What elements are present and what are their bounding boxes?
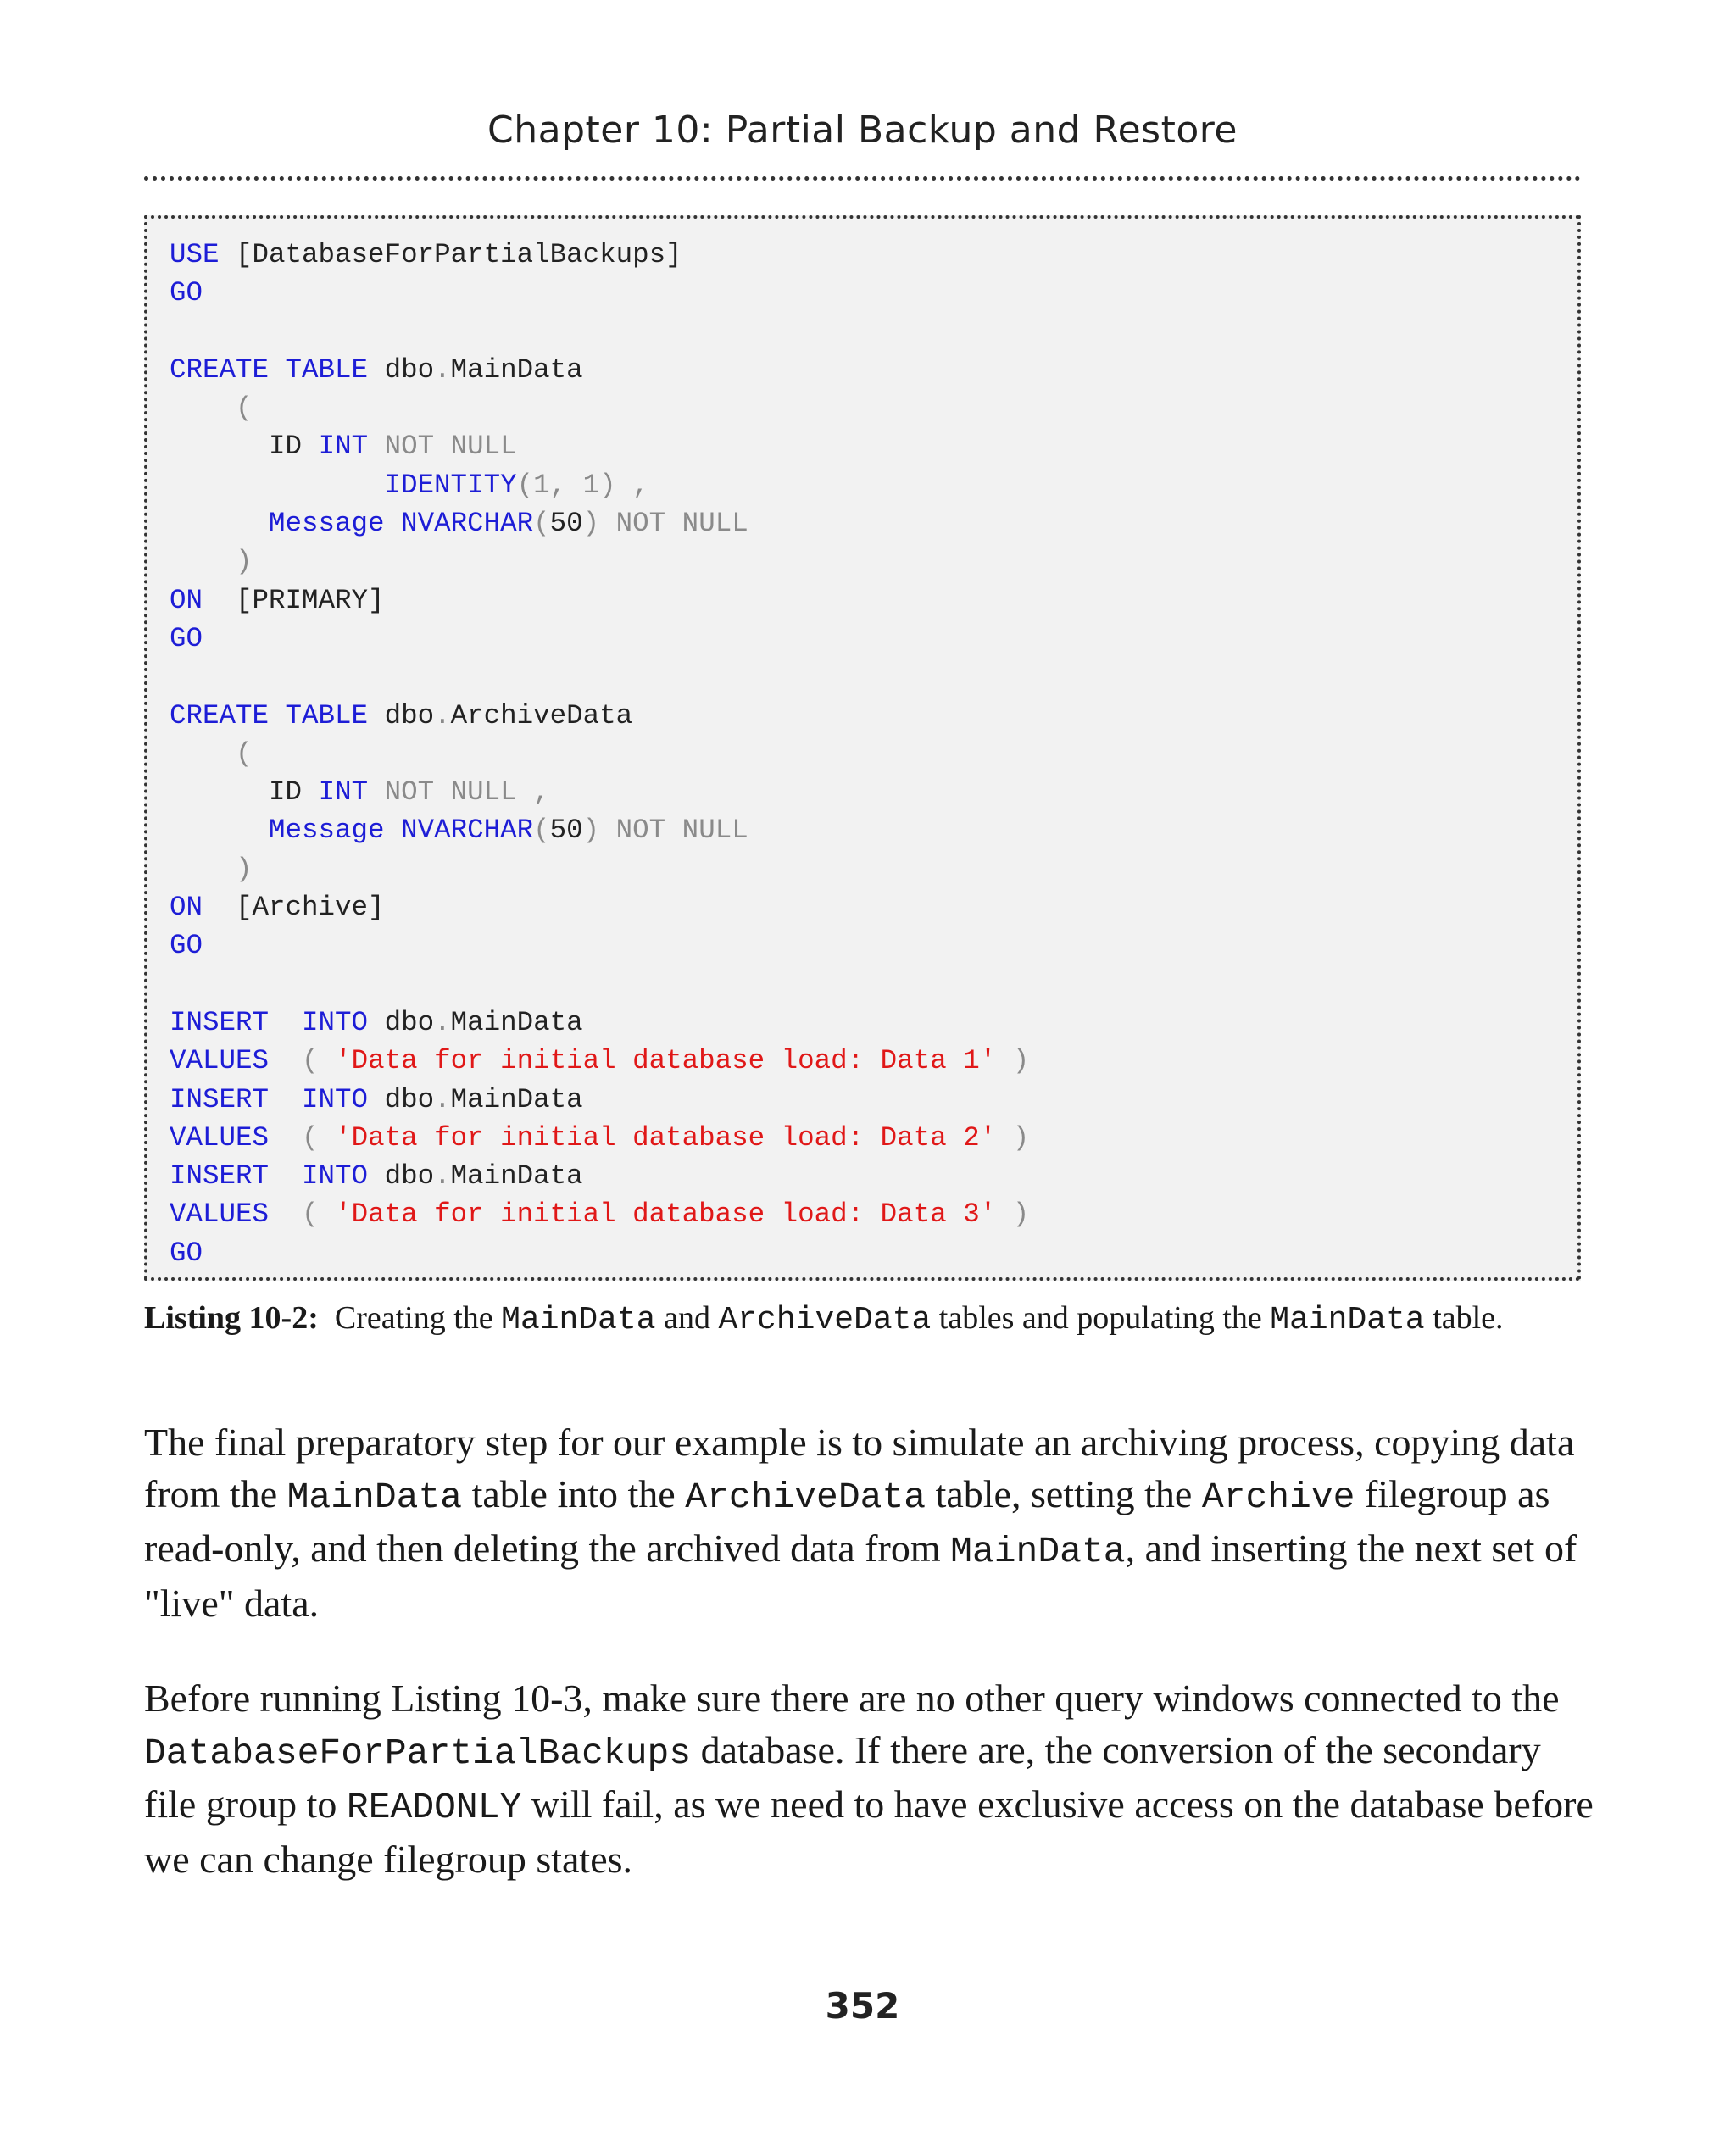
listing-caption xyxy=(144,1297,1602,1342)
keyword: INT xyxy=(318,431,369,463)
caption-text: and xyxy=(664,1300,710,1336)
keyword: GO xyxy=(170,1237,203,1269)
code-block xyxy=(170,236,1577,1272)
keyword: INSERT xyxy=(170,1083,270,1115)
identifier: MainData xyxy=(450,1006,583,1038)
operator: . xyxy=(434,1006,451,1038)
keyword: GO xyxy=(170,622,203,654)
operator: ( xyxy=(533,508,550,540)
paragraph-text: The final preparatory step for our example is to simulate an archiving process, copying data from the xyxy=(144,1421,1575,1515)
identifier: [DatabaseForPartialBackups] xyxy=(236,239,682,270)
operator: ( xyxy=(236,392,253,425)
keyword: TABLE xyxy=(285,353,369,386)
caption-code: MainData xyxy=(501,1302,656,1338)
operator: ) xyxy=(1012,1198,1030,1231)
keyword: IDENTITY xyxy=(384,469,517,501)
paragraph-text: filegroup as read-only, and then deleting the archived data from xyxy=(144,1471,1550,1570)
identifier: [Archive] xyxy=(236,892,385,924)
paragraph-text: , and inserting the next set of "live" data. xyxy=(144,1527,1577,1625)
identifier: dbo xyxy=(384,353,435,386)
keyword: TABLE xyxy=(285,699,369,731)
keyword: Message xyxy=(269,508,385,540)
operator: NOT NULL xyxy=(384,776,517,809)
keyword: INTO xyxy=(302,1083,369,1115)
caption-text: tables and populating the xyxy=(938,1300,1262,1336)
paragraph-text: will fail, as we need to have exclusive access on the database before we can change filegroup states. xyxy=(144,1782,1594,1881)
body-paragraph xyxy=(144,1417,1602,1629)
inline-code: Archive xyxy=(1201,1476,1355,1518)
identifier: MainData xyxy=(450,1160,583,1193)
identifier: MainData xyxy=(450,1083,583,1115)
operator: ( xyxy=(302,1121,319,1154)
operator: ) xyxy=(582,508,600,540)
identifier: [PRIMARY] xyxy=(236,584,385,616)
operator: ) xyxy=(582,815,600,847)
keyword: USE xyxy=(170,239,220,270)
keyword: GO xyxy=(170,277,203,309)
operator: ) xyxy=(1012,1045,1030,1077)
inline-code: ArchiveData xyxy=(685,1476,926,1518)
identifier: ID xyxy=(269,776,303,809)
keyword: INSERT xyxy=(170,1006,270,1038)
operator: ( xyxy=(236,737,253,770)
inline-code: READONLY xyxy=(346,1787,522,1828)
paragraph-text: table into the xyxy=(471,1471,676,1515)
number: 50 xyxy=(549,508,583,540)
keyword: VALUES xyxy=(170,1198,270,1231)
caption-text: table. xyxy=(1433,1300,1504,1336)
identifier: dbo xyxy=(384,1006,435,1038)
identifier: dbo xyxy=(384,699,435,731)
keyword: VALUES xyxy=(170,1045,270,1077)
string-literal: 'Data for initial database load: Data 1' xyxy=(335,1045,997,1077)
keyword: INT xyxy=(318,776,369,809)
identifier: dbo xyxy=(384,1160,435,1193)
keyword: VALUES xyxy=(170,1121,270,1154)
paragraph-text: database. If there are, the conversion of the secondary file group to xyxy=(144,1727,1541,1826)
page-header: Chapter 10: Partial Backup and Restore xyxy=(487,108,1238,152)
page-number: 352 xyxy=(825,1985,900,2027)
body-paragraph xyxy=(144,1673,1602,1885)
operator: . xyxy=(434,353,451,386)
caption-label: Listing 10-2: xyxy=(144,1300,319,1336)
number: 50 xyxy=(549,815,583,847)
string-literal: 'Data for initial database load: Data 3' xyxy=(335,1198,997,1231)
operator: , xyxy=(533,776,550,809)
paragraph-text: Before running Listing 10-3, make sure there are no other query windows connected to the xyxy=(144,1677,1560,1720)
identifier: MainData xyxy=(450,353,583,386)
keyword: ON xyxy=(170,584,203,616)
operator: . xyxy=(434,699,451,731)
caption-code: MainData xyxy=(1270,1302,1425,1338)
operator: . xyxy=(434,1160,451,1193)
operator: NOT NULL xyxy=(615,508,748,540)
identifier: ArchiveData xyxy=(450,699,633,731)
identifier: ID xyxy=(269,431,303,463)
keyword: NVARCHAR xyxy=(401,815,534,847)
keyword: CREATE xyxy=(170,699,270,731)
header-divider xyxy=(144,176,1581,181)
operator: ( xyxy=(302,1045,319,1077)
inline-code: MainData xyxy=(287,1476,463,1518)
inline-code: MainData xyxy=(950,1531,1126,1572)
operator: ) xyxy=(236,546,253,578)
identifier: dbo xyxy=(384,1083,435,1115)
operator: NOT NULL xyxy=(615,815,748,847)
keyword: NVARCHAR xyxy=(401,508,534,540)
keyword: ON xyxy=(170,892,203,924)
operator: , xyxy=(632,469,649,501)
operator: . xyxy=(434,1083,451,1115)
operator: ( xyxy=(533,815,550,847)
paragraph-text: table, setting the xyxy=(935,1471,1193,1515)
operator: ( xyxy=(302,1198,319,1231)
operator: NOT NULL xyxy=(384,431,517,463)
operator: ) xyxy=(1012,1121,1030,1154)
keyword: INTO xyxy=(302,1006,369,1038)
keyword: INTO xyxy=(302,1160,369,1193)
caption-text: Creating the xyxy=(334,1300,493,1336)
string-literal: 'Data for initial database load: Data 2' xyxy=(335,1121,997,1154)
caption-code: ArchiveData xyxy=(718,1302,932,1338)
keyword: Message xyxy=(269,815,385,847)
keyword: GO xyxy=(170,930,203,962)
operator: (1, 1) xyxy=(516,469,616,501)
inline-code: DatabaseForPartialBackups xyxy=(144,1732,692,1774)
keyword: CREATE xyxy=(170,353,270,386)
keyword: INSERT xyxy=(170,1160,270,1193)
operator: ) xyxy=(236,853,253,885)
code-listing xyxy=(144,215,1581,1281)
